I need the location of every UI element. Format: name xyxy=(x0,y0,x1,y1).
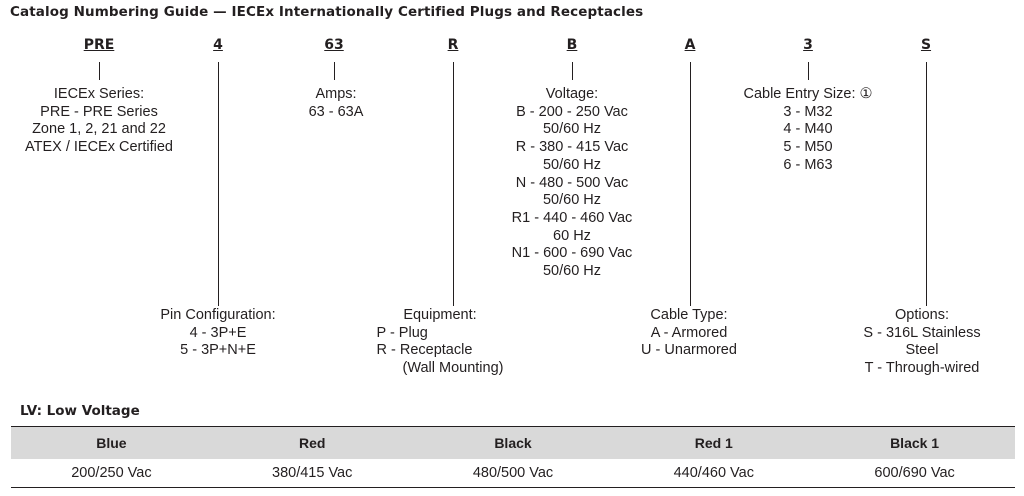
connector-line-cable-type xyxy=(690,62,691,306)
desc-series: IECEx Series: PRE - PRE Series Zone 1, 2, 21 and 22 ATEX / IECEx Certified xyxy=(25,86,173,156)
table-cell: 440/460 Vac xyxy=(613,459,814,488)
column-header: Blue xyxy=(11,427,212,460)
code-series: PRE xyxy=(83,37,115,53)
connector-line-series xyxy=(99,62,100,80)
connector-line-voltage xyxy=(572,62,573,80)
column-header: Red xyxy=(212,427,413,460)
connector-line-pins xyxy=(218,62,219,306)
connector-line-cable-entry xyxy=(808,62,809,80)
page-title: Catalog Numbering Guide — IECEx Internationally Certified Plugs and Receptacles xyxy=(10,4,644,20)
code-pins: 4 xyxy=(213,37,223,53)
table-cell: 200/250 Vac xyxy=(11,459,212,488)
table-cell: 480/500 Vac xyxy=(413,459,614,488)
table-header-row xyxy=(11,427,1015,460)
table-row xyxy=(11,459,1015,488)
code-cable-entry: 3 xyxy=(803,37,813,53)
section-heading-lv: LV: Low Voltage xyxy=(20,403,140,419)
code-voltage: B xyxy=(566,37,578,53)
desc-voltage: Voltage: B - 200 - 250 Vac 50/60 Hz R - 380 - 415 Vac 50/60 Hz N - 480 - 500 Vac 50/60 Hz R1 - 440 - 460 Vac 60 Hz N1 - 600 - 690 Vac 50/60 Hz xyxy=(511,86,633,280)
desc-cable-entry: Cable Entry Size: ① 3 - M32 4 - M40 5 - M50 6 - M63 xyxy=(743,86,873,173)
desc-equipment: Equipment: P - Plug R - Receptacle (Wall Mounting) xyxy=(376,307,504,377)
code-options: S xyxy=(920,37,932,53)
desc-pins: Pin Configuration: 4 - 3P+E 5 - 3P+N+E xyxy=(160,307,276,359)
desc-options: Options: S - 316L Stainless Steel T - Through-wired xyxy=(863,307,981,377)
connector-line-amps xyxy=(334,62,335,80)
table-cell: 600/690 Vac xyxy=(814,459,1015,488)
desc-cable-type: Cable Type: A - Armored U - Unarmored xyxy=(641,307,737,359)
connector-line-options xyxy=(926,62,927,306)
code-cable-type: A xyxy=(684,37,696,53)
connector-line-equipment xyxy=(453,62,454,306)
code-equipment: R xyxy=(447,37,459,53)
column-header: Red 1 xyxy=(613,427,814,460)
table-cell: 380/415 Vac xyxy=(212,459,413,488)
low-voltage-table xyxy=(11,426,1015,488)
column-header: Black xyxy=(413,427,614,460)
desc-amps: Amps: 63 - 63A xyxy=(308,86,364,120)
column-header: Black 1 xyxy=(814,427,1015,460)
code-amps: 63 xyxy=(324,37,344,53)
